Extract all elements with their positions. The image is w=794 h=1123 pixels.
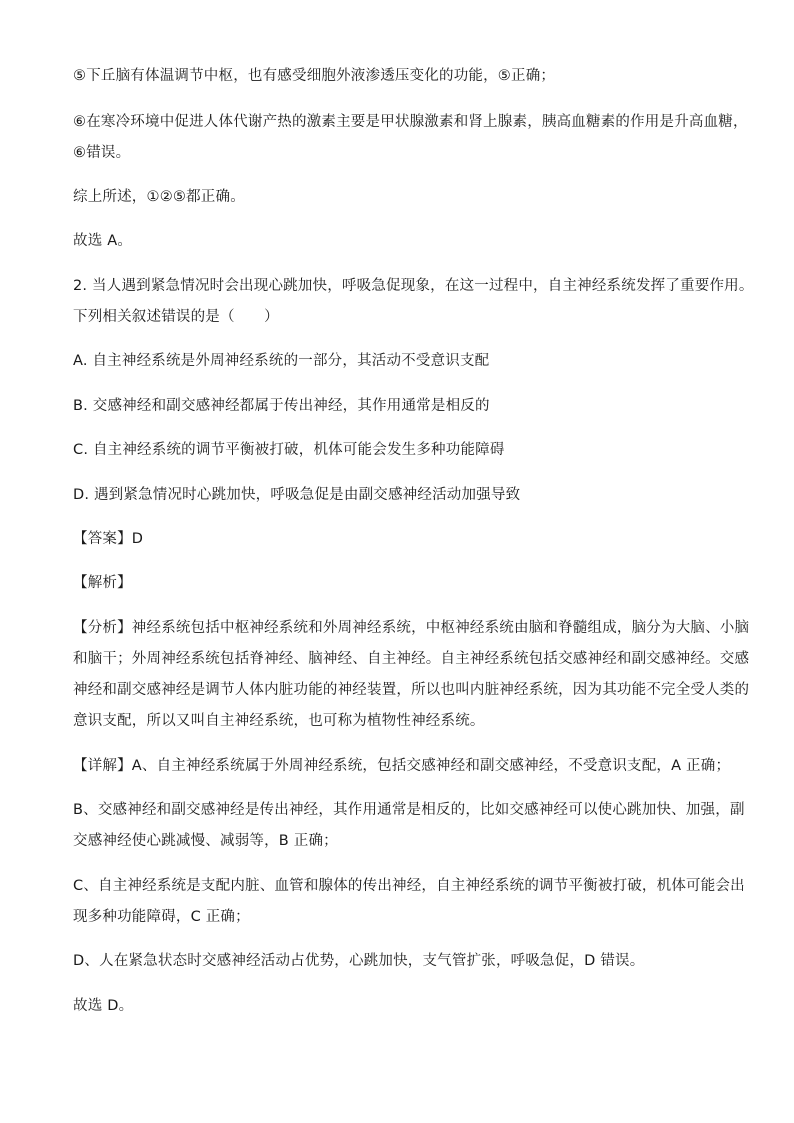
option-c: C. 自主神经系统的调节平衡被打破，机体可能会发生多种功能障碍 (73, 442, 505, 458)
choice-line: 故选 A。 (73, 233, 133, 249)
paragraph-item-5: ⑤下丘脑有体温调节中枢，也有感受细胞外液渗透压变化的功能，⑤正确； (73, 68, 556, 84)
analysis-line-4: 意识支配，所以又叫自主神经系统，也可称为植物性神经系统。 (73, 713, 485, 729)
answer-line: 【答案】D (73, 531, 144, 547)
paragraph-item-6-line-2: ⑥错误。 (73, 145, 131, 161)
analysis-heading: 【解析】 (73, 575, 132, 591)
analysis-line-1: 【分析】神经系统包括中枢神经系统和外周神经系统，中枢神经系统由脑和脊髓组成，脑分为大脑、小脑 (73, 620, 750, 636)
detail-d-line: D、人在紧急状态时交感神经活动占优势，心跳加快，支气管扩张，呼吸急促，D 错误。 (73, 953, 645, 969)
question-2-stem-line-2: 下列相关叙述错误的是（ ） (73, 309, 279, 325)
detail-c-line-1: C、自主神经系统是支配内脏、血管和腺体的传出神经，自主神经系统的调节平衡被打破，机体可能会出 (73, 878, 745, 894)
option-b: B. 交感神经和副交感神经都属于传出神经，其作用通常是相反的 (73, 398, 490, 414)
detail-c-line-2: 现多种功能障碍，C 正确； (73, 909, 250, 925)
detail-b-line-1: B、交感神经和副交感神经是传出神经，其作用通常是相反的，比如交感神经可以使心跳加快、加强，副 (73, 802, 745, 818)
analysis-line-2: 和脑干；外周神经系统包括脊神经、脑神经、自主神经。自主神经系统包括交感神经和副交感神经。交感 (73, 651, 750, 667)
question-2-stem-line-1: 2. 当人遇到紧急情况时会出现心跳加快，呼吸急促现象，在这一过程中，自主神经系统发挥了重要作用。 (73, 278, 754, 294)
detail-b-line-2: 交感神经使心跳减慢、减弱等，B 正确； (73, 833, 338, 849)
analysis-line-3: 神经和副交感神经是调节人体内脏功能的神经装置，所以也叫内脏神经系统，因为其功能不完全受人类的 (73, 682, 750, 698)
option-a: A. 自主神经系统是外周神经系统的一部分，其活动不受意识支配 (73, 353, 490, 369)
paragraph-item-6-line-1: ⑥在寒冷环境中促进人体代谢产热的激素主要是甲状腺激素和肾上腺素，胰高血糖素的作用是升高血糖， (73, 114, 748, 130)
final-choice-line: 故选 D。 (73, 998, 134, 1014)
summary-line: 综上所述，①②⑤都正确。 (73, 189, 245, 205)
detail-a-line: 【详解】A、自主神经系统属于外周神经系统，包括交感神经和副交感神经，不受意识支配，A 正确； (73, 758, 731, 774)
option-d: D. 遇到紧急情况时心跳加快，呼吸急促是由副交感神经活动加强导致 (73, 487, 521, 503)
